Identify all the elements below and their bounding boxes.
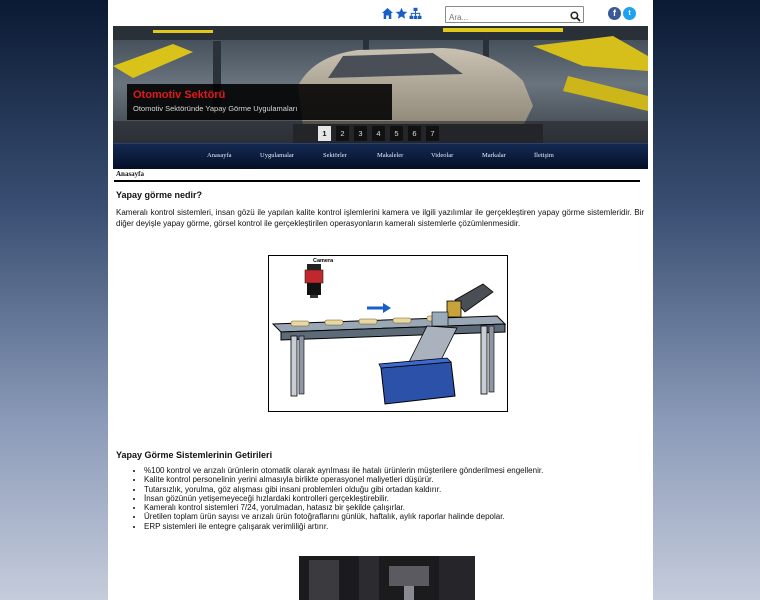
- nav-item-anasayfa[interactable]: Anasayfa: [207, 152, 232, 159]
- main-nav: [113, 143, 648, 169]
- pager-item[interactable]: 5: [390, 126, 403, 141]
- nav-item-sektorler[interactable]: Sektörler: [323, 152, 347, 159]
- sitemap-icon[interactable]: [409, 7, 422, 20]
- facebook-icon[interactable]: f: [608, 7, 621, 20]
- search-icon[interactable]: [570, 9, 581, 20]
- nav-item-videolar[interactable]: Videolar: [431, 152, 454, 159]
- pager-item[interactable]: 6: [408, 126, 421, 141]
- breadcrumb-divider: [114, 180, 640, 182]
- nav-item-iletisim[interactable]: İletişim: [534, 152, 554, 159]
- breadcrumb[interactable]: Anasayfa: [116, 170, 145, 178]
- list-item: • Üretilen toplam ürün sayısı ve arızalı ürün fotoğraflarını günlük, haftalık, aylık raporlar halinde depolar.: [144, 512, 644, 521]
- nav-item-uygulamalar[interactable]: Uygulamalar: [260, 152, 294, 159]
- twitter-icon[interactable]: t: [623, 7, 636, 20]
- home-icon[interactable]: [381, 7, 394, 20]
- machine-vision-diagram: [268, 255, 508, 412]
- list-item: • %100 kontrol ve arızalı ürünlerin otomatik olarak ayrılması ile hatalı ürünlerin müşterilere gönderilmesi engellenir.: [144, 466, 644, 475]
- pager-item[interactable]: 1: [318, 126, 331, 141]
- page-container: [108, 0, 653, 600]
- list-item: • İnsan gözünün yetişemeyeceği hızlardaki kontrolleri gerçekleştirebilir.: [144, 494, 644, 503]
- banner-title: Otomotiv Sektörü: [133, 89, 226, 101]
- article-paragraph: Kameralı kontrol sistemleri, insan gözü ile yapılan kalite kontrol işlemlerini kamera ve ilgili yazılımlar ile gerçekleştiren yapay görme sistemleridir. Bir diğer deyişle yapay görme, görsel kontrol ile gerçekleştirilen operasyonların kameralı sistemlerle çözümlenmesidir.: [116, 208, 644, 228]
- nav-item-markalar[interactable]: Markalar: [482, 152, 506, 159]
- list-item: • ERP sistemleri ile entegre çalışarak verimliliği artırır.: [144, 522, 644, 531]
- benefits-heading: Yapay Görme Sistemlerinin Getirileri: [116, 450, 273, 460]
- top-bar: [108, 0, 653, 26]
- pager-item[interactable]: 4: [372, 126, 385, 141]
- banner-caption: [127, 84, 392, 120]
- list-item: • Kameralı kontrol sistemleri 7/24, yorulmadan, hatasız bir şekilde çalışırlar.: [144, 503, 644, 512]
- banner-subtitle: Otomotiv Sektöründe Yapay Görme Uygulamaları: [133, 104, 298, 113]
- benefits-list: [116, 466, 644, 531]
- list-item: • Kalite kontrol personelinin yerini almasıyla birlikte operasyonel maliyetleri düşürür.: [144, 475, 644, 484]
- list-item: • Tutarsızlık, yorulma, göz alışması gibi insani problemleri olduğu gibi ortadan kaldırır.: [144, 485, 644, 494]
- article-heading: Yapay görme nedir?: [116, 190, 203, 200]
- search-input[interactable]: [446, 10, 567, 25]
- search-box: [445, 6, 584, 23]
- diagram-camera-label: Camera: [313, 258, 334, 264]
- pager-item[interactable]: 2: [336, 126, 349, 141]
- pager-item[interactable]: 3: [354, 126, 367, 141]
- inspection-photo: [299, 556, 475, 600]
- star-icon[interactable]: [395, 7, 408, 20]
- nav-item-makaleler[interactable]: Makaleler: [377, 152, 404, 159]
- banner-slider: [113, 26, 648, 143]
- pager-item[interactable]: 7: [426, 126, 439, 141]
